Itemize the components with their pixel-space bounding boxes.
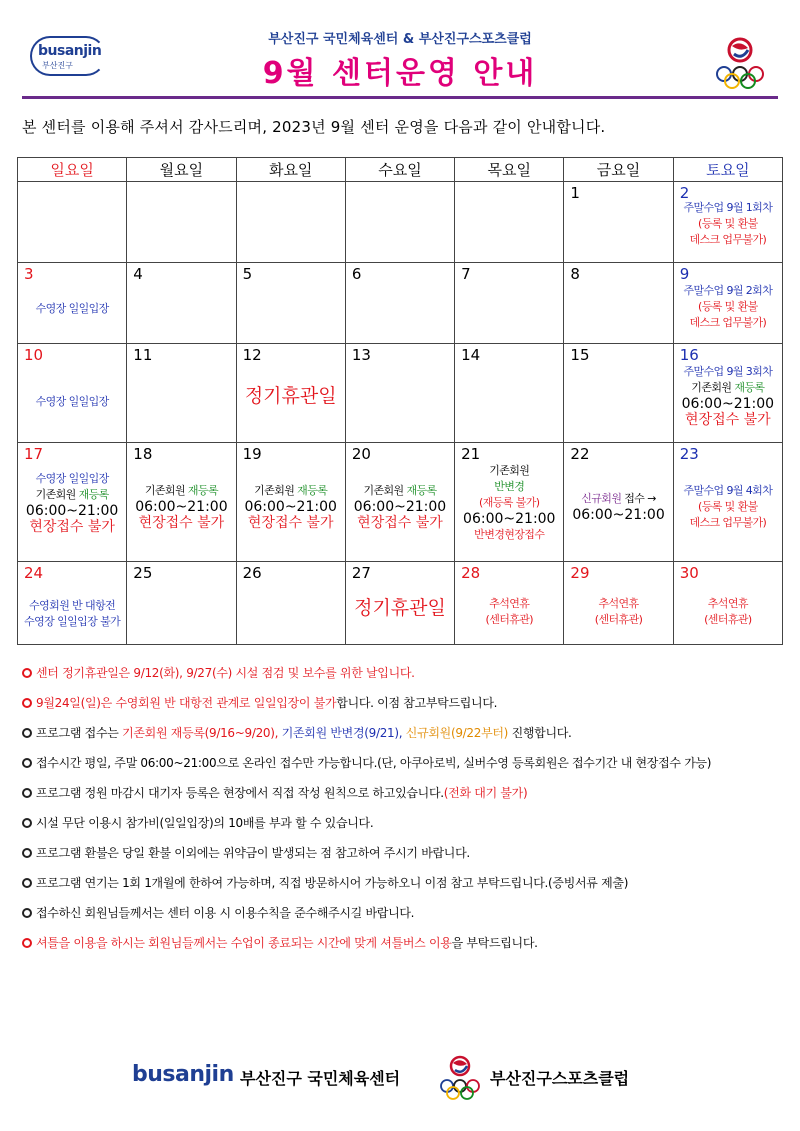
- day-note: [674, 596, 782, 628]
- notice-item: [22, 846, 782, 876]
- day-number: 29: [570, 564, 590, 582]
- day-note: [674, 283, 782, 331]
- bullet-icon: [22, 818, 32, 828]
- weekend-class-label: 주말수업 9월 4회차: [683, 484, 773, 497]
- calendar-cell-empty: [127, 182, 236, 263]
- member-type: 기존회원: [144, 484, 188, 497]
- day-number: 23: [679, 445, 699, 463]
- bullet-icon: [22, 878, 32, 888]
- calendar-cell-day-27: [345, 562, 454, 645]
- time-range: 06:00~21:00: [681, 396, 775, 412]
- time-range: 06:00~21:00: [25, 503, 119, 519]
- day-note: [564, 491, 672, 523]
- calendar-table: [17, 157, 783, 645]
- day-number: 15: [570, 346, 590, 364]
- member-type: 기존회원: [489, 464, 530, 477]
- notice-text-highlight: 기존회원 재등록(9/16~9/20),: [122, 726, 282, 740]
- day-number: 30: [679, 564, 699, 582]
- time-range: 06:00~21:00: [244, 499, 337, 515]
- onsite-notice: 현장접수 불가: [138, 515, 225, 531]
- footer: [0, 1048, 800, 1108]
- bullet-icon: [22, 728, 32, 738]
- notice-text-highlight: 9월24일(일)은 수영회원 반 대항전 관계로 일일입장이 불가: [36, 696, 337, 710]
- weekday-saturday: 토요일: [673, 158, 782, 182]
- reregister-line: [127, 483, 235, 499]
- notice-text-highlight: 기존회원 반변경(9/21),: [281, 726, 406, 740]
- day-note: [455, 463, 563, 543]
- notice-text: 진행합니다.: [508, 726, 572, 740]
- weekday-header-row: [18, 158, 783, 182]
- calendar-cell-day-25: [127, 562, 236, 645]
- notice-text-highlight: 셔틀을 이용을 하시는 회원님들께서는 수업이 종료되는 시간에 맞게 셔틀버스 이용: [36, 936, 452, 950]
- day-note: [18, 598, 126, 630]
- reregister-line: [237, 483, 345, 499]
- notice-item: [22, 816, 782, 846]
- day-number: 8: [570, 265, 580, 283]
- calendar-cell-day-4: [127, 263, 236, 344]
- header-subtitle: 부산진구 국민체육센터 & 부산진구스포츠클럽: [268, 32, 532, 47]
- weekday-wednesday: 수요일: [345, 158, 454, 182]
- weekday-sunday: 일요일: [18, 158, 127, 182]
- reregister-label: 재등록: [734, 381, 765, 394]
- bullet-icon: [22, 758, 32, 768]
- day-note: [674, 200, 782, 248]
- notice-text: 프로그램 환불은 당일 환불 이외에는 위약금이 발생되는 점 참고하여 주시기 바랍니다.: [36, 846, 470, 860]
- calendar-cell-day-22: [564, 443, 673, 562]
- reregister-line: [18, 487, 126, 503]
- closure-day-label: 정기휴관일: [354, 597, 446, 619]
- reregister-label: 재등록: [187, 484, 218, 497]
- weekday-monday: 월요일: [127, 158, 236, 182]
- calendar-cell-day-12: [236, 344, 345, 443]
- onsite-notice: 현장접수 불가: [357, 515, 443, 531]
- desk-notice: 데스크 업무불가): [689, 233, 767, 246]
- center-closed-label: (센터휴관): [704, 613, 752, 626]
- day-number: 3: [24, 265, 34, 283]
- day-number: 7: [461, 265, 471, 283]
- day-note: [237, 483, 345, 531]
- notice-text: 합니다. 이점 참고부탁드립니다.: [336, 696, 498, 710]
- center-closed-label: (센터휴관): [485, 613, 534, 626]
- day-number: 20: [351, 445, 371, 463]
- pool-entry-label: 수영장 일일입장: [35, 395, 109, 408]
- intake-arrow: 접수 →: [621, 492, 656, 505]
- day-note: [346, 483, 454, 531]
- sports-club-emblem-icon: [712, 36, 768, 92]
- reregister-label: 재등록: [297, 484, 328, 497]
- day-number: 10: [24, 346, 44, 364]
- day-number: 25: [133, 564, 153, 582]
- calendar-cell-day-23: [673, 443, 782, 562]
- time-range: 06:00~21:00: [353, 499, 447, 515]
- calendar-cell-day-9: [673, 263, 782, 344]
- onsite-class-change: 반변경현장접수: [474, 528, 545, 541]
- reregister-line: [674, 380, 782, 396]
- day-number: 16: [679, 346, 699, 364]
- footer-busanjin-logo: busanjin: [132, 1062, 234, 1087]
- calendar-cell-day-13: [345, 344, 454, 443]
- new-member-label: 신규회원: [581, 492, 622, 505]
- weekend-class-label: 주말수업 9월 1회차: [683, 201, 773, 214]
- member-type: 기존회원: [691, 381, 735, 394]
- calendar-cell-day-5: [236, 263, 345, 344]
- bullet-icon: [22, 848, 32, 858]
- desk-notice: 데스크 업무불가): [689, 516, 767, 529]
- notice-item: [22, 726, 782, 756]
- day-number: 14: [461, 346, 481, 364]
- calendar-cell-day-2: [673, 182, 782, 263]
- day-note: [674, 483, 782, 531]
- header-divider: [22, 96, 778, 99]
- member-type: 기존회원: [35, 488, 79, 501]
- calendar-cell-day-3: [18, 263, 127, 344]
- footer-club-name: 부산진구스포츠클럽: [490, 1069, 630, 1088]
- day-number: 2: [679, 184, 690, 202]
- calendar-cell-day-6: [345, 263, 454, 344]
- closure-day-label: 정기휴관일: [244, 385, 337, 407]
- reregister-label: 재등록: [78, 488, 109, 501]
- day-number: 5: [242, 265, 253, 283]
- notice-text: 센터 정기휴관일은 9/12(화), 9/27(수) 시설 점검 및 보수를 위한 날입니다.: [36, 666, 415, 680]
- class-change-label: 반변경: [494, 480, 525, 493]
- day-number: 18: [133, 445, 153, 463]
- pool-entry-label: 수영장 일일입장: [35, 302, 109, 315]
- bullet-icon: [22, 698, 32, 708]
- chuseok-label: 추석연휴: [707, 597, 748, 610]
- bullet-icon: [22, 788, 32, 798]
- calendar-cell-day-20: [345, 443, 454, 562]
- page-title: 9월 센터운영 안내: [262, 56, 538, 91]
- pool-entry-unavailable: 수영장 일일입장 불가: [24, 615, 121, 628]
- notice-text: 접수시간 평일, 주말 06:00~21:00으로 온라인 접수만 가능합니다.(단, 아쿠아로빅, 실버수영 등록회원은 접수기간 내 현장접수 가능): [36, 756, 712, 770]
- calendar-cell-day-24: [18, 562, 127, 645]
- swim-competition-label: 수영회원 반 대항전: [29, 599, 116, 612]
- day-note: [455, 596, 563, 628]
- bullet-icon: [22, 938, 32, 948]
- desk-notice: (등록 및 환불: [698, 300, 758, 313]
- weekend-class-label: 주말수업 9월 2회차: [683, 284, 773, 297]
- calendar-cell-day-18: [127, 443, 236, 562]
- day-number: 24: [24, 564, 44, 582]
- notice-text: 프로그램 연기는 1회 1개월에 한하여 가능하며, 직접 방문하시어 가능하오니 이점 참고 부탁드립니다.(증빙서류 제출): [36, 876, 629, 890]
- day-number: 17: [24, 445, 44, 463]
- calendar-cell-day-19: [236, 443, 345, 562]
- time-range: 06:00~21:00: [135, 499, 228, 515]
- center-closed-label: (센터휴관): [594, 613, 643, 626]
- calendar-week-3: [18, 344, 783, 443]
- day-number: 21: [461, 445, 481, 463]
- day-note: [127, 483, 235, 531]
- bullet-icon: [22, 668, 32, 678]
- calendar-cell-day-26: [236, 562, 345, 645]
- day-number: 27: [351, 564, 371, 582]
- logo-word: busanjin: [38, 43, 102, 59]
- day-number: 1: [570, 184, 580, 202]
- day-number: 19: [242, 445, 262, 463]
- notice-text: 접수하신 회원님들께서는 센터 이용 시 이용수칙을 준수해주시길 바랍니다.: [36, 906, 415, 920]
- weekday-friday: 금요일: [564, 158, 673, 182]
- calendar-cell-day-29: [564, 562, 673, 645]
- calendar-cell-empty: [18, 182, 127, 263]
- calendar-cell-day-11: [127, 344, 236, 443]
- calendar-week-1: [18, 182, 783, 263]
- calendar-cell-day-8: [564, 263, 673, 344]
- calendar-cell-day-1: [564, 182, 673, 263]
- calendar-cell-empty: [236, 182, 345, 263]
- onsite-notice: 현장접수 불가: [247, 515, 334, 531]
- notice-item: [22, 906, 782, 936]
- day-number: 26: [242, 564, 262, 582]
- day-note: [18, 471, 126, 535]
- notice-text: 시설 무단 이용시 참가비(일일입장)의 10배를 부과 할 수 있습니다.: [36, 816, 374, 830]
- notice-item: [22, 696, 782, 726]
- notice-text-highlight: 신규회원(9/22부터): [405, 726, 509, 740]
- notice-text: 프로그램 접수는: [36, 726, 123, 740]
- desk-notice: 데스크 업무불가): [689, 316, 767, 329]
- day-note: [564, 596, 672, 628]
- calendar-cell-empty: [455, 182, 564, 263]
- reregister-unavailable: (재등록 불가): [479, 496, 540, 509]
- desk-notice: (등록 및 환불: [698, 500, 758, 513]
- logo-sub: 부산진구: [42, 61, 73, 70]
- bullet-icon: [22, 908, 32, 918]
- day-number: 9: [679, 265, 690, 283]
- calendar-cell-day-30: [673, 562, 782, 645]
- calendar-cell-day-21: [455, 443, 564, 562]
- chuseok-label: 추석연휴: [489, 597, 530, 610]
- calendar-week-4: [18, 443, 783, 562]
- calendar-cell-day-7: [455, 263, 564, 344]
- weekday-tuesday: 화요일: [236, 158, 345, 182]
- intro-text: 본 센터를 이용해 주셔서 감사드리며, 2023년 9월 센터 운영을 다음과 같이 안내합니다.: [22, 118, 606, 136]
- footer-emblem-icon: [438, 1054, 482, 1102]
- time-range: 06:00~21:00: [572, 507, 665, 523]
- footer-center-name: 부산진구 국민체육센터: [240, 1069, 401, 1088]
- member-type: 기존회원: [254, 484, 298, 497]
- calendar-cell-day-15: [564, 344, 673, 443]
- reregister-label: 재등록: [406, 484, 437, 497]
- header: [0, 0, 800, 100]
- notice-item: [22, 936, 782, 966]
- day-number: 13: [351, 346, 371, 364]
- day-note: [674, 364, 782, 428]
- calendar-week-5: [18, 562, 783, 645]
- calendar-cell-day-17: [18, 443, 127, 562]
- new-member-line: [564, 491, 672, 507]
- day-number: 4: [133, 265, 143, 283]
- pool-entry-label: 수영장 일일입장: [35, 472, 109, 485]
- notice-item: [22, 756, 782, 786]
- reregister-line: [346, 483, 454, 499]
- notice-text: 을 부탁드립니다.: [451, 936, 538, 950]
- calendar-cell-day-28: [455, 562, 564, 645]
- desk-notice: (등록 및 환불: [698, 217, 758, 230]
- calendar-cell-day-14: [455, 344, 564, 443]
- notice-text: 프로그램 정원 마감시 대기자 등록은 현장에서 직접 작성 원칙으로 하고있습니다.: [36, 786, 444, 800]
- notice-item: [22, 876, 782, 906]
- notice-item: [22, 666, 782, 696]
- notice-item: [22, 786, 782, 816]
- day-number: 28: [461, 564, 481, 582]
- day-number: 22: [570, 445, 590, 463]
- day-number: 12: [242, 346, 262, 364]
- calendar-cell-day-10: [18, 344, 127, 443]
- onsite-notice: 현장접수 불가: [685, 412, 771, 428]
- chuseok-label: 추석연휴: [598, 597, 639, 610]
- day-number: 6: [351, 265, 362, 283]
- time-range: 06:00~21:00: [463, 511, 556, 527]
- weekend-class-label: 주말수업 9월 3회차: [683, 365, 773, 378]
- day-number: 11: [133, 346, 153, 364]
- onsite-notice: 현장접수 불가: [29, 519, 115, 535]
- calendar-week-2: [18, 263, 783, 344]
- notice-list: [22, 666, 782, 966]
- member-type: 기존회원: [363, 484, 407, 497]
- notice-text-highlight: (전화 대기 불가): [443, 786, 528, 800]
- weekday-thursday: 목요일: [455, 158, 564, 182]
- calendar-cell-empty: [345, 182, 454, 263]
- calendar-cell-day-16: [673, 344, 782, 443]
